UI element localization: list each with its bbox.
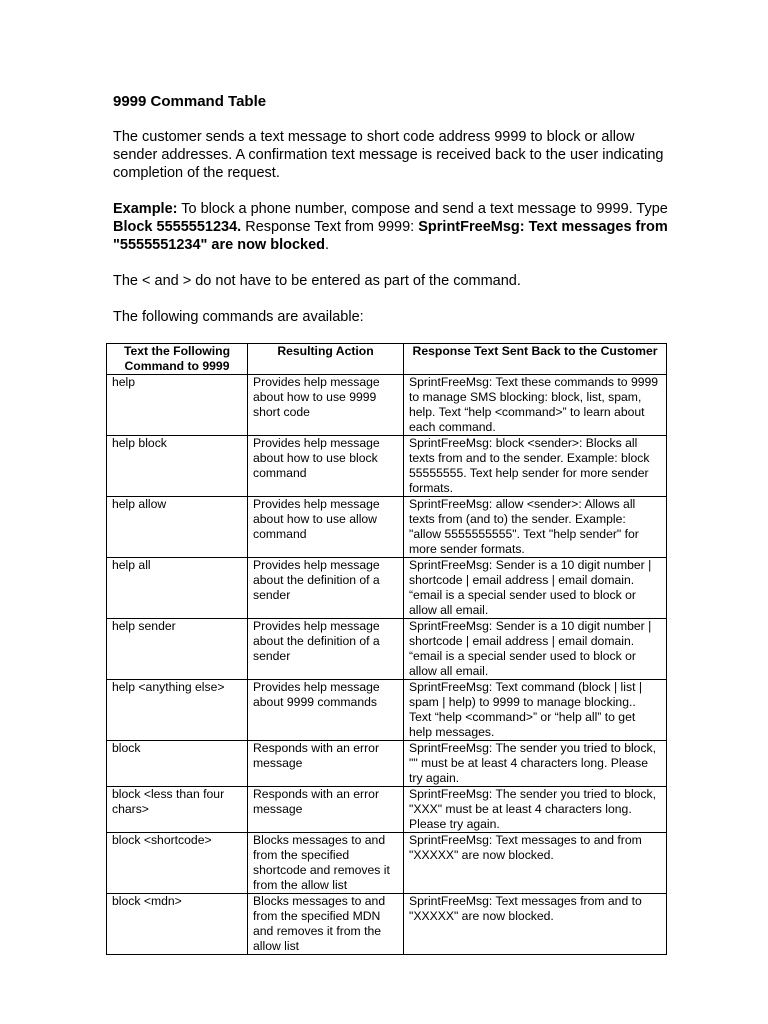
cell-response: SprintFreeMsg: Text these commands to 9999 to manage SMS blocking: block, list, spam, help. Text “help <command>” to learn about each command. (404, 375, 667, 436)
cell-command: help <anything else> (107, 680, 248, 741)
header-action: Resulting Action (248, 344, 404, 375)
cell-action: Blocks messages to and from the specified shortcode and removes it from the allow list (248, 833, 404, 894)
note-paragraph: The < and > do not have to be entered as part of the command. (113, 273, 521, 289)
table-row (107, 833, 667, 894)
cell-action: Provides help message about the definition of a sender (248, 619, 404, 680)
header-response: Response Text Sent Back to the Customer (404, 344, 667, 375)
table-row (107, 375, 667, 436)
cell-command: help all (107, 558, 248, 619)
cell-action: Blocks messages to and from the specified MDN and removes it from the allow list (248, 894, 404, 955)
cell-command: help allow (107, 497, 248, 558)
header-command: Text the Following Command to 9999 (107, 344, 248, 375)
table-row (107, 787, 667, 833)
table-row (107, 741, 667, 787)
cell-action: Provides help message about how to use allow command (248, 497, 404, 558)
cell-response: SprintFreeMsg: Sender is a 10 digit number | shortcode | email address | email domain. “email is a special sender used to block or allow all email. (404, 558, 667, 619)
cell-action: Provides help message about how to use 9999 short code (248, 375, 404, 436)
table-row (107, 619, 667, 680)
cell-command: block <shortcode> (107, 833, 248, 894)
example-label: Example: (113, 201, 178, 217)
cell-response: SprintFreeMsg: allow <sender>: Allows all texts from (and to) the sender. Example: "allow 5555555555". Text "help sender" for more sender formats. (404, 497, 667, 558)
cell-response: SprintFreeMsg: Sender is a 10 digit number | shortcode | email address | email domain. “email is a special sender used to block or allow all email. (404, 619, 667, 680)
table-row (107, 680, 667, 741)
cell-response: SprintFreeMsg: The sender you tried to block, "XXX" must be at least 4 characters long. Please try again. (404, 787, 667, 833)
page-title: 9999 Command Table (113, 93, 267, 110)
document-body (113, 92, 673, 344)
example-end: . (325, 237, 330, 253)
cell-command: help block (107, 436, 248, 497)
table-header-row (107, 344, 667, 375)
table-row (107, 497, 667, 558)
cell-action: Provides help message about 9999 commands (248, 680, 404, 741)
example-text-2: Response Text from 9999: (241, 219, 419, 235)
cell-command: block <less than four chars> (107, 787, 248, 833)
example-command: Block 5555551234. (113, 219, 242, 235)
cell-action: Provides help message about how to use block command (248, 436, 404, 497)
example-paragraph (113, 200, 673, 254)
cell-response: SprintFreeMsg: The sender you tried to block, "" must be at least 4 characters long. Please try again. (404, 741, 667, 787)
table-row (107, 894, 667, 955)
command-table (106, 343, 667, 955)
table-row (107, 436, 667, 497)
table-row (107, 558, 667, 619)
available-paragraph: The following commands are available: (113, 309, 364, 325)
cell-command: help sender (107, 619, 248, 680)
cell-action: Responds with an error message (248, 741, 404, 787)
cell-response: SprintFreeMsg: Text messages from and to "XXXXX" are now blocked. (404, 894, 667, 955)
cell-response: SprintFreeMsg: block <sender>: Blocks all texts from and to the sender. Example: block 55555555. Text help sender for more sender formats. (404, 436, 667, 497)
cell-command: block <mdn> (107, 894, 248, 955)
cell-command: block (107, 741, 248, 787)
intro-paragraph: The customer sends a text message to short code address 9999 to block or allow sender addresses. A confirmation text message is received back to the user indicating completion of the request. (113, 129, 664, 181)
cell-response: SprintFreeMsg: Text command (block | list | spam | help) to 9999 to manage blocking.. Text “help <command>” or “help all” to get help messages. (404, 680, 667, 741)
cell-response: SprintFreeMsg: Text messages to and from "XXXXX" are now blocked. (404, 833, 667, 894)
cell-action: Responds with an error message (248, 787, 404, 833)
cell-command: help (107, 375, 248, 436)
cell-action: Provides help message about the definition of a sender (248, 558, 404, 619)
example-text-1: To block a phone number, compose and send a text message to 9999. Type (177, 201, 668, 217)
example-response: SprintFreeMsg: Text messages from "5555551234" are now blocked (113, 219, 668, 253)
